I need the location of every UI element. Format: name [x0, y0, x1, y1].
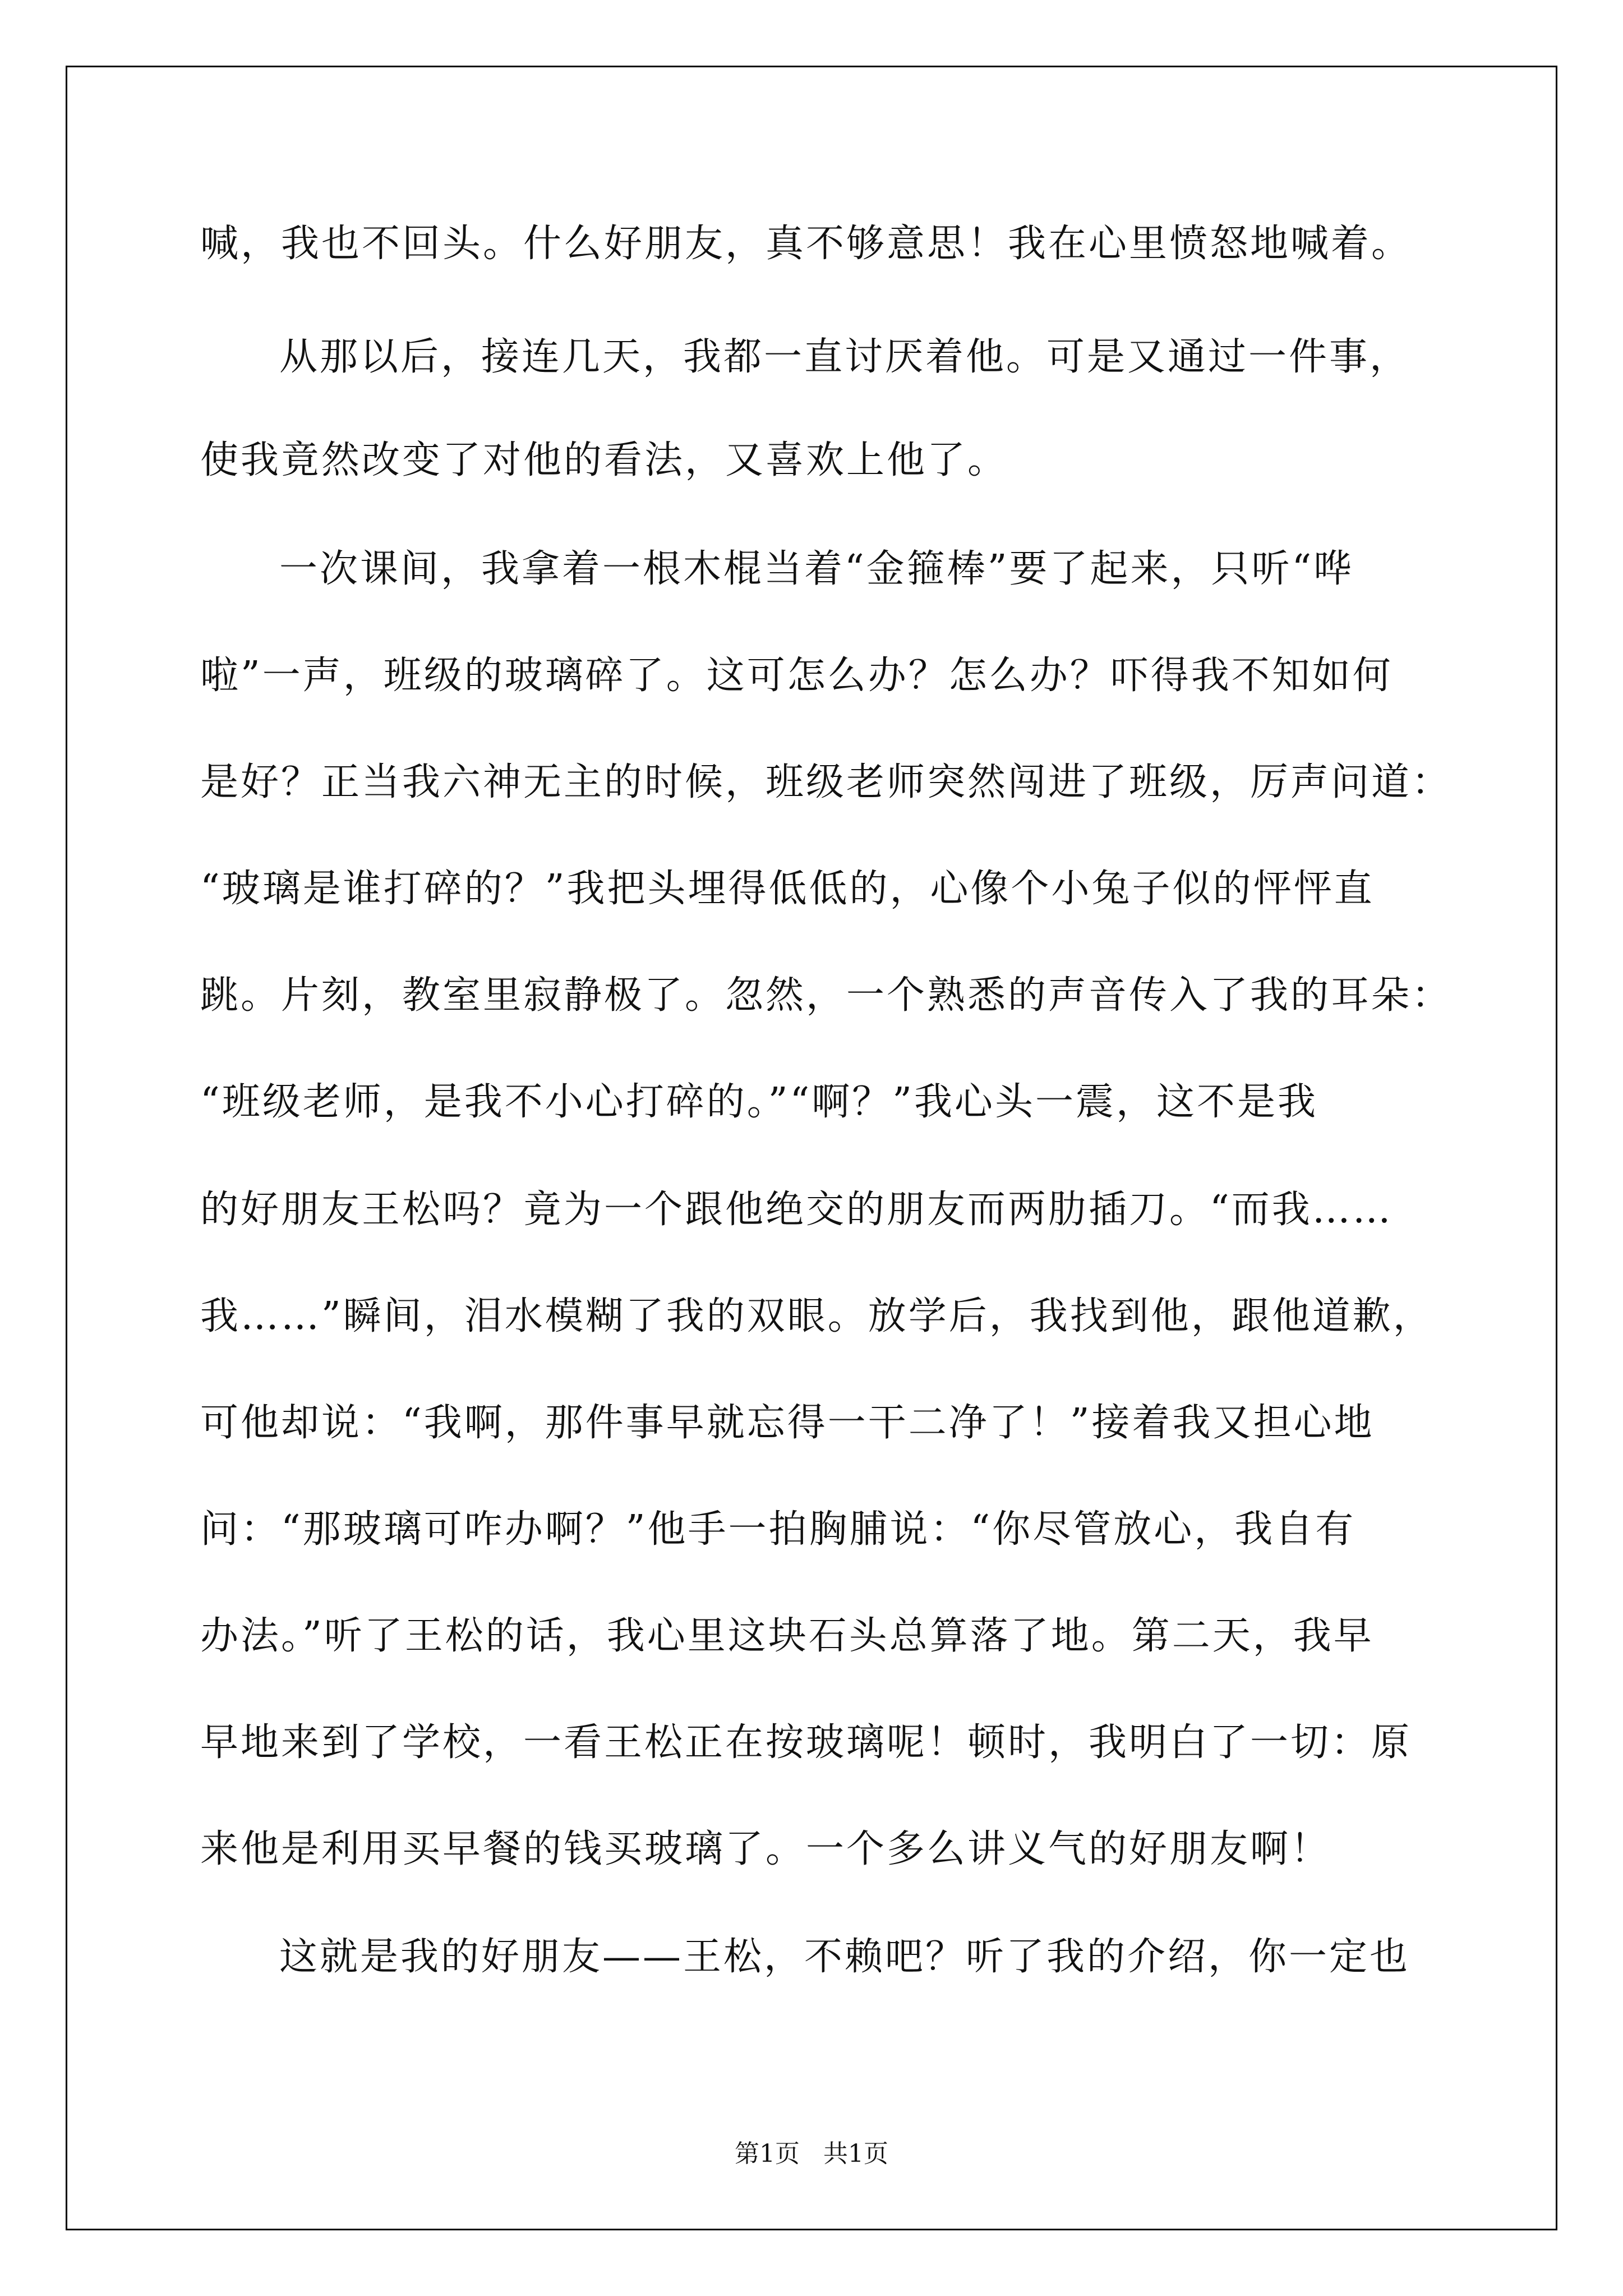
text-line-5: 啦”一声，班级的玻璃碎了。这可怎么办？怎么办？吓得我不知如何	[200, 654, 1393, 698]
text-line-13: 问：“那玻璃可咋办啊？”他手一拍胸脯说：“你尽管放心，我自有	[200, 1507, 1356, 1552]
text-line-1: 喊，我也不回头。什么好朋友，真不够意思！我在心里愤怒地喊着。	[200, 222, 1412, 266]
page-number-footer: 第1页 共1页	[735, 2139, 888, 2168]
text-line-11: 我……”瞬间，泪水模糊了我的双眼。放学后，我找到他，跟他道歉，	[200, 1294, 1433, 1338]
text-line-7: “玻璃是谁打碎的？”我把头埋得低低的，心像个小兔子似的怦怦直	[200, 867, 1375, 911]
text-line-3: 使我竟然改变了对他的看法，又喜欢上他了。	[200, 438, 1008, 482]
text-line-12: 可他却说：“我啊，那件事早就忘得一干二净了！”接着我又担心地	[200, 1401, 1375, 1445]
text-line-15: 早地来到了学校，一看王松正在按玻璃呢！顿时，我明白了一切：原	[200, 1720, 1412, 1765]
text-line-4: 一次课间，我拿着一根木棍当着“金箍棒”要了起来，只听“哗	[279, 547, 1354, 591]
text-line-9: “班级老师，是我不小心打碎的。”“啊？”我心头一震，这不是我	[200, 1080, 1318, 1124]
text-line-14: 办法。”听了王松的话，我心里这块石头总算落了地。第二天，我早	[200, 1614, 1374, 1658]
text-line-17: 这就是我的好朋友——王松，不赖吧？听了我的介绍，你一定也	[279, 1935, 1410, 1979]
page-border	[66, 66, 1557, 2230]
text-line-16: 来他是利用买早餐的钱买玻璃了。一个多么讲义气的好朋友啊！	[200, 1827, 1331, 1871]
text-line-8: 跳。片刻，教室里寂静极了。忽然，一个熟悉的声音传入了我的耳朵：	[200, 973, 1453, 1018]
text-line-2: 从那以后，接连几天，我都一直讨厌着他。可是又通过一件事，	[279, 335, 1410, 379]
text-line-6: 是好？正当我六神无主的时候，班级老师突然闯进了班级，厉声问道：	[200, 760, 1453, 804]
text-line-10: 的好朋友王松吗？竟为一个跟他绝交的朋友而两肋插刀。“而我……	[200, 1188, 1393, 1232]
